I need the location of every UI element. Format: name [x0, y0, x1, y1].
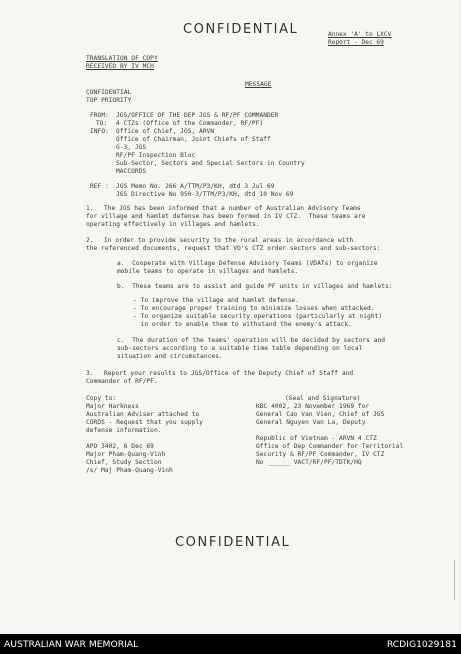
classification-bottom: CONFIDENTIAL — [175, 535, 291, 550]
para-2-line: In order to provide security to the rural areas in accordance with — [104, 237, 354, 244]
copy-to-line: Major Harkness — [86, 403, 139, 410]
ref-label: REF : — [90, 183, 109, 190]
title-line-1: TRANSLATION OF COPY — [86, 55, 158, 62]
para-1-line: for village and hamlet defense has been formed in IV CTZ. These teams are — [86, 213, 366, 220]
para-1-line: The JGS has been informed that a number of Australian Advisory Teams — [104, 205, 361, 212]
message-label: MESSAGE — [245, 81, 272, 88]
copy-to-line: defense information. — [86, 427, 162, 434]
para-2c-line: sub-sectors according to a suitable time table depending on local — [117, 345, 363, 352]
apo-line: /s/ Maj Pham-Quang-Vinh — [86, 467, 173, 474]
info-line: MACCORDS — [116, 168, 147, 175]
seal-and-signature: (Seal and Signature) — [285, 395, 361, 402]
para-2b-bullet: - To improve the village and hamlet defense. — [133, 297, 300, 304]
copy-to-label: Copy to: — [86, 395, 117, 402]
ref-line-1: JGS Memo No. 266 A/TTM/P3/KH, dtd 3 Jul 69 — [116, 183, 275, 190]
para-2c-line: c. The duration of the teams' operation will be decided by sectors and — [117, 337, 386, 344]
para-2-line: the referenced documents, request that VG's CTZ order sectors and sub-sectors: — [86, 245, 381, 252]
para-2c-line: situation and circumstances. — [117, 353, 223, 360]
from-value: JGS/OFFICE OF THE DEP JGS & RF/PF COMMANDER — [116, 112, 279, 119]
copy-to-line: CORDS - Request that you supply — [86, 419, 204, 426]
info-line: G-3, JGS — [116, 144, 147, 151]
precedence-line-2: TOP PRIORITY — [86, 97, 132, 104]
ref-line-2: JGS Directive No 950-3/TTM/P3/KH, dtd 10 Nov 69 — [116, 191, 294, 198]
info-line: RF/PF Inspection Bloc — [116, 152, 196, 159]
to-value: 4 CTZs (Office of the Commander, RF/PF) — [116, 120, 264, 127]
classification-top: CONFIDENTIAL — [183, 22, 299, 37]
signature-line: General Cao Van Vien, Chief of JGS — [256, 411, 385, 418]
precedence-line-1: CONFIDENTIAL — [86, 89, 132, 96]
para-1-line: operating effectively in villages and hamlets. — [86, 221, 260, 228]
rvn-office-line: Republic of Vietnam - ARVN 4 CTZ — [256, 435, 377, 442]
info-line: Office of Chairman, Joint Chiefs of Staff — [116, 136, 271, 143]
apo-line: APO 3402, 6 Dec 69 — [86, 443, 154, 450]
info-label: INFO: — [90, 128, 109, 135]
info-line: Sub-Sector, Sectors and Special Sectors in Country — [116, 160, 305, 167]
from-label: FROM: — [90, 112, 109, 119]
archive-footer-right: RCDIG1029181 — [386, 639, 457, 650]
apo-line: Chief, Study Section — [86, 459, 162, 466]
signature-line: KBC 4002, 23 November 1969 for — [256, 403, 370, 410]
para-2b-line: b. These teams are to assist and guide PF units in villages and hamlets: — [117, 283, 393, 290]
para-1-number: 1. — [86, 205, 94, 212]
archive-footer — [0, 634, 461, 654]
rvn-office-line: Security & RF/PF Commander, IV CTZ — [256, 451, 385, 458]
para-3-number: 3. — [86, 370, 94, 377]
annex-line-2: Report - Dec 69 — [328, 39, 384, 46]
para-2b-bullet: - To organize suitable security operations (particularly at night) — [133, 313, 383, 320]
para-2a-line: a. Cooperate with Village Defense Advisory Teams (VDATs) to organize — [117, 260, 378, 267]
rvn-office-line: Office of Dep Commander for Territorial — [256, 443, 404, 450]
to-label: TO: — [96, 120, 108, 127]
para-2a-line: mobile teams to operate in villages and hamlets. — [117, 268, 299, 275]
para-2b-bullet: - To encourage proper training to minimize losses when attacked. — [133, 305, 375, 312]
page-edge-shadow — [454, 560, 455, 600]
para-2-number: 2. — [86, 237, 94, 244]
para-3-line: Report your results to JGS/Office of the Deputy Chief of Staff and — [104, 370, 354, 377]
title-line-2: RECEIVED BY IV MCH — [86, 63, 154, 70]
rvn-office-line: No ______ VACT/RF/PF/TDTK/HQ — [256, 459, 362, 466]
para-3-line: Commander of RF/PF. — [86, 378, 158, 385]
para-2b-bullet: in order to enable them to withstand the enemy's attack. — [133, 321, 352, 328]
signature-line: General Nguyen Van La, Deputy — [256, 419, 366, 426]
info-line: Office of Chief, JGS, ARVN — [116, 128, 215, 135]
copy-to-line: Australian Adviser attached to — [86, 411, 200, 418]
apo-line: Major Pham-Quang-Vinh — [86, 451, 166, 458]
archive-footer-left: AUSTRALIAN WAR MEMORIAL — [4, 639, 139, 650]
annex-line-1: Annex 'A' to LXCV — [328, 31, 392, 38]
